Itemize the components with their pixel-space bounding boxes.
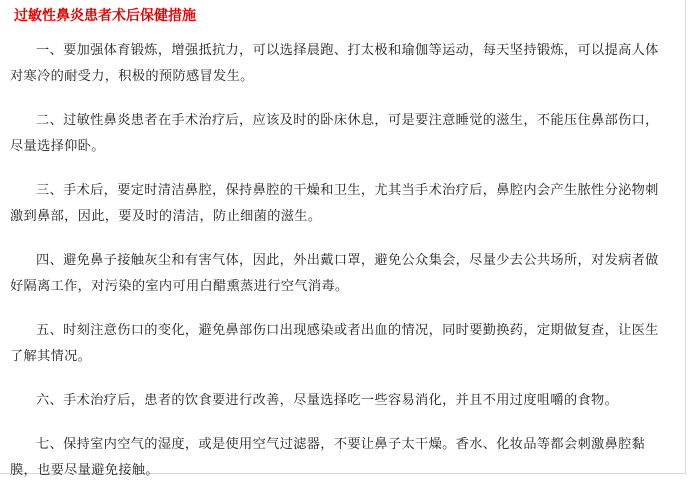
paragraph-2: 二、过敏性鼻炎患者在手术治疗后，应该及时的卧床休息，可是要注意睡觉的滋生，不能压住鼻部伤口，尽量选择仰卧。 [10,113,659,154]
paragraph-3: 三、手术后，要定时清洁鼻腔，保持鼻腔的干燥和卫生，尤其当手术治疗后，鼻腔内会产生脓性分泌物刺激到鼻部，因此，要及时的清洁，防止细菌的滋生。 [10,183,659,224]
paragraph-7: 七、保持室内空气的湿度，或是使用空气过滤器，不要让鼻子太干燥。香水、化妆品等都会刺激鼻腔黏膜，也要尽量避免接触。 [10,437,646,478]
paragraph-6: 六、手术治疗后，患者的饮食要进行改善，尽量选择吃一些容易消化，并且不用过度咀嚼的食物。 [36,393,619,408]
article-body [10,38,670,502]
paragraph-1: 一、要加强体育锻炼，增强抵抗力，可以选择晨跑、打太极和瑜伽等运动，每天坚持锻炼，可以提高人体对寒冷的耐受力，积极的预防感冒发生。 [10,43,659,84]
article-title: 过敏性鼻炎患者术后保健措施 [14,8,196,24]
paragraph-4: 四、避免鼻子接触灰尘和有害气体，因此，外出戴口罩，避免公众集会，尽量少去公共场所，对发病者做好隔离工作，对污染的室内可用白醋熏蒸进行空气消毒。 [10,253,659,294]
paragraph-5: 五、时刻注意伤口的变化，避免鼻部伤口出现感染或者出血的情况，同时要勤换药，定期做复查，让医生了解其情况。 [10,323,659,364]
